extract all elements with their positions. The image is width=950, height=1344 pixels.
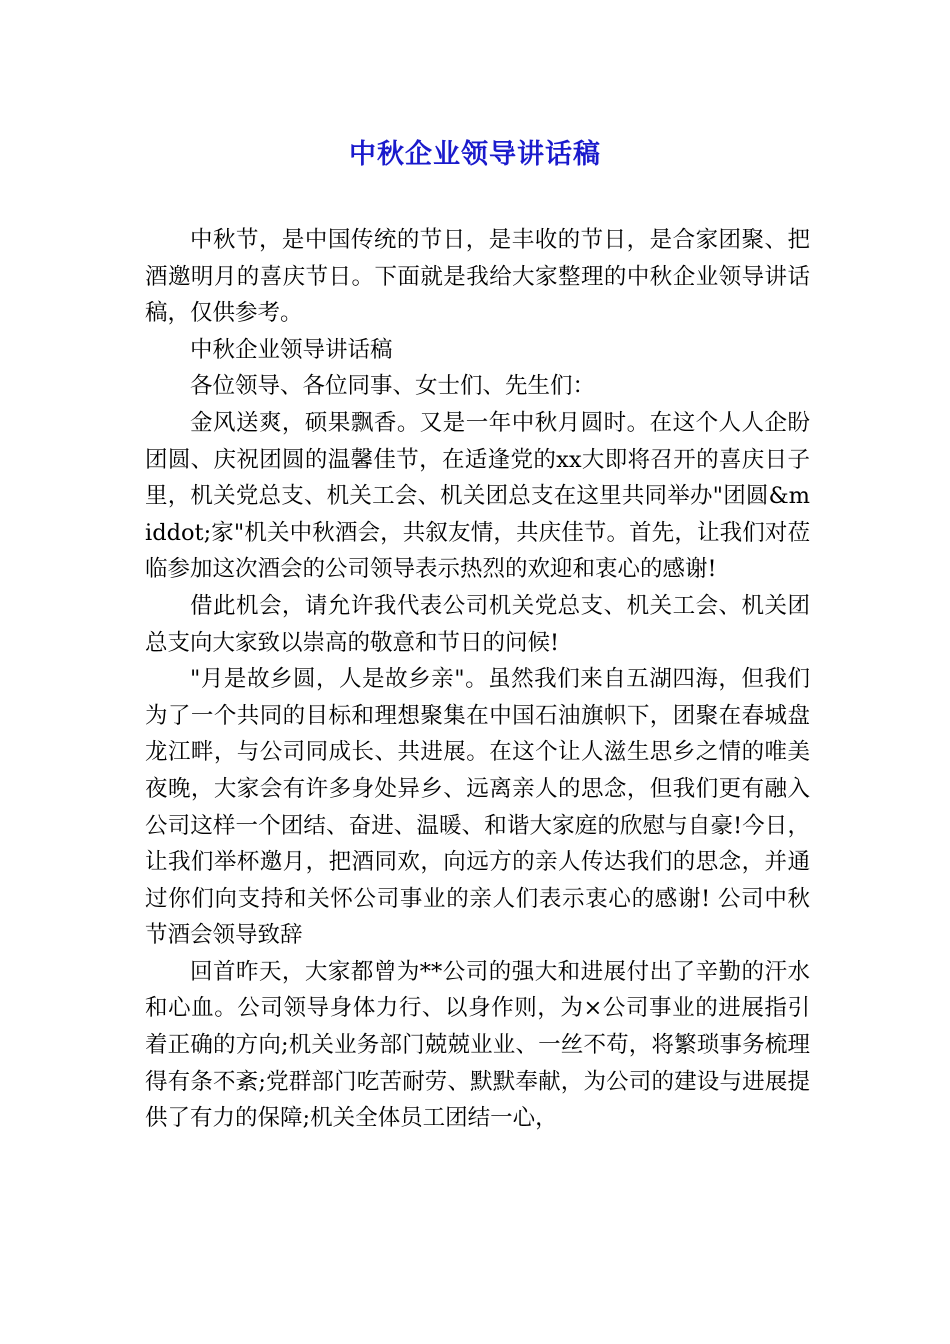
document-body (145, 222, 810, 1137)
paragraph-opening: 金风送爽，硕果飘香。又是一年中秋月圆时。在这个人人企盼团圆、庆祝团圆的温馨佳节，在适逢党的xx大即将召开的喜庆日子里，机关党总支、机关工会、机关团总支在这里共同举办"团圆&middot;家"机关中秋酒会，共叙友情，共庆佳节。首先，让我们对莅临参加这次酒会的公司领导表示热烈的欢迎和衷心的感谢! (145, 409, 810, 583)
paragraph-greeting: 借此机会，请允许我代表公司机关党总支、机关工会、机关团总支向大家致以崇高的敬意和节日的问候! (145, 592, 810, 656)
paragraph-salutation: 各位领导、各位同事、女士们、先生们： (190, 373, 596, 400)
document-title: 中秋企业领导讲话稿 (349, 139, 601, 170)
paragraph-heading: 中秋企业领导讲话稿 (190, 336, 393, 363)
paragraph-hometown: "月是故乡圆，人是故乡亲"。虽然我们来自五湖四海，但我们为了一个共同的目标和理想聚集在中国石油旗帜下，团聚在春城盘龙江畔，与公司同成长、共进展。在这个让人滋生思乡之情的唯美夜晚，大家会有许多身处异乡、远离亲人的思念，但我们更有融入公司这样一个团结、奋进、温暖、和谐大家庭的欣慰与自豪!今日，让我们举杯邀月，把酒同欢，向远方的亲人传达我们的思念，并通过你们向支持和关怀公司事业的亲人们表示衷心的感谢! 公司中秋节酒会领导致辞 (145, 666, 810, 949)
paragraph-intro: 中秋节，是中国传统的节日，是丰收的节日，是合家团聚、把酒邀明月的喜庆节日。下面就是我给大家整理的中秋企业领导讲话稿，仅供参考。 (145, 227, 810, 327)
paragraph-retrospect: 回首昨天，大家都曾为**公司的强大和进展付出了辛勤的汗水和心血。公司领导身体力行、以身作则，为×公司事业的进展指引着正确的方向;机关业务部门兢兢业业、一丝不苟，将繁琐事务梳理得有条不紊;党群部门吃苦耐劳、默默奉献，为公司的建设与进展提供了有力的保障;机关全体员工团结一心， (145, 958, 810, 1132)
